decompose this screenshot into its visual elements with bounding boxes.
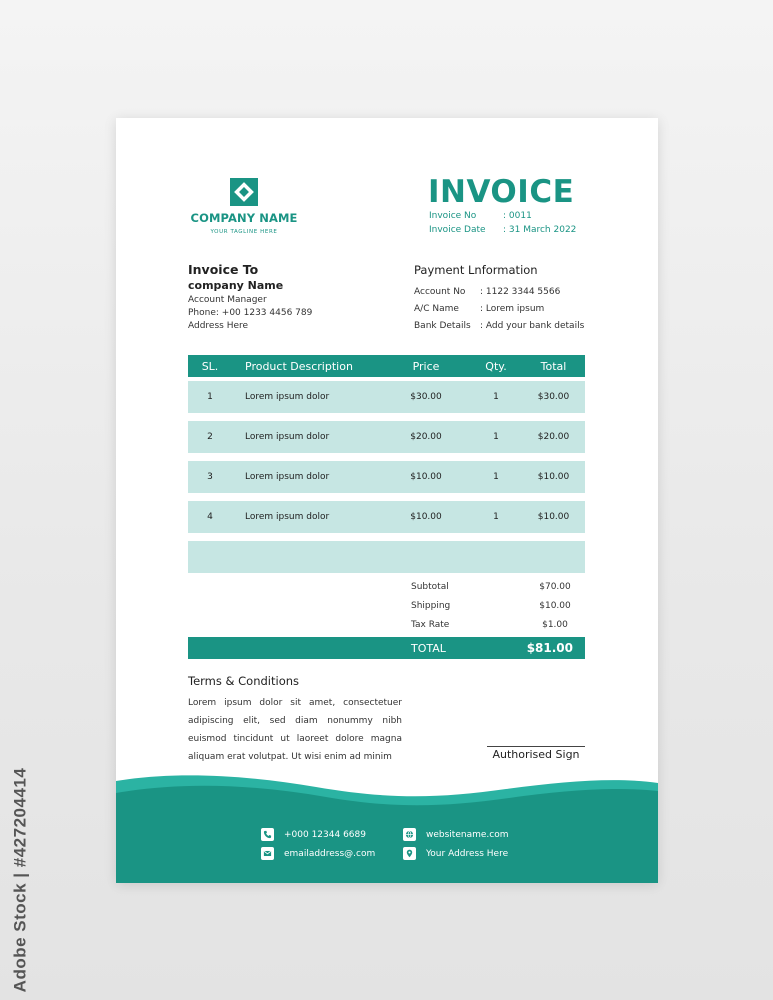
tax-value: $1.00	[542, 619, 568, 630]
total-value: $81.00	[526, 641, 573, 655]
stock-id-text: Adobe Stock | #427204414	[10, 767, 29, 993]
payment-row	[414, 283, 584, 300]
totals-section	[411, 577, 586, 634]
invoice-number-label: Invoice No	[429, 211, 477, 221]
footer-phone	[261, 828, 366, 841]
table-row-empty	[188, 541, 585, 573]
footer-wave	[116, 773, 658, 883]
tax-label: Tax Rate	[411, 619, 450, 630]
globe-icon	[403, 828, 416, 841]
invoice-number-value: : 0011	[503, 211, 532, 221]
signature-block	[487, 746, 585, 761]
cell-qty: 1	[493, 512, 499, 522]
cell-qty: 1	[493, 392, 499, 402]
tax-row	[411, 615, 586, 634]
diamond-logo-icon	[230, 178, 258, 206]
payment-value: : Lorem ipsum	[480, 303, 545, 314]
invoice-date-label: Invoice Date	[429, 225, 486, 235]
footer-address-text: Your Address Here	[426, 848, 509, 859]
total-bar	[188, 637, 585, 659]
cell-description: Lorem ipsum dolor	[245, 392, 330, 402]
cell-description: Lorem ipsum dolor	[245, 472, 330, 482]
payment-value: : Add your bank details	[480, 320, 585, 331]
payment-heading: Payment Lnformation	[414, 263, 538, 277]
invoice-number-row	[429, 209, 576, 223]
phone-icon	[261, 828, 274, 841]
payment-label: Bank Details	[414, 320, 471, 331]
payment-info-section	[414, 263, 584, 334]
payment-row	[414, 317, 584, 334]
signature-label: Authorised Sign	[492, 748, 580, 761]
header-price: Price	[412, 359, 440, 373]
location-pin-icon	[403, 847, 416, 860]
invoice-meta	[429, 209, 576, 237]
subtotal-label: Subtotal	[411, 581, 449, 592]
bill-to-section	[188, 262, 312, 331]
cell-sl: 4	[207, 512, 213, 522]
subtotal-value: $70.00	[539, 581, 571, 592]
terms-body: Lorem ipsum dolor sit amet, consectetuer adipiscing elit, sed diam nonummy nibh euismod tincidunt ut laoreet dolore magna aliquam erat volutpat. Ut wisi enim ad minim	[188, 698, 402, 762]
terms-heading: Terms & Conditions	[188, 674, 300, 688]
cell-sl: 3	[207, 472, 213, 482]
payment-row	[414, 300, 584, 317]
header-total: Total	[540, 359, 567, 373]
cell-qty: 1	[493, 432, 499, 442]
invoice-date-value: : 31 March 2022	[503, 225, 577, 235]
shipping-value: $10.00	[539, 600, 571, 611]
footer-email-text: emailaddress@.com	[284, 848, 376, 859]
cell-price: $10.00	[410, 472, 442, 482]
cell-price: $30.00	[410, 392, 442, 402]
table-row	[188, 421, 585, 453]
bill-to-role: Account Manager	[188, 295, 267, 305]
bill-to-company: company Name	[188, 279, 284, 292]
cell-qty: 1	[493, 472, 499, 482]
header-sl: SL.	[201, 359, 219, 373]
terms-section	[188, 674, 402, 766]
items-table	[188, 355, 585, 573]
invoice-date-row	[429, 223, 576, 237]
cell-price: $10.00	[410, 512, 442, 522]
cell-total: $10.00	[537, 512, 570, 522]
cell-sl: 1	[207, 392, 213, 402]
company-tagline: YOUR TAGLINE HERE	[210, 229, 278, 235]
table-row	[188, 501, 585, 533]
payment-label: A/C Name	[414, 303, 459, 314]
invoice-page	[116, 118, 658, 883]
total-label: TOTAL	[411, 641, 446, 655]
table-row	[188, 461, 585, 493]
footer-address	[403, 847, 508, 860]
header-qty: Qty.	[485, 359, 507, 373]
cell-description: Lorem ipsum dolor	[245, 512, 330, 522]
footer-email	[261, 847, 375, 860]
cell-price: $20.00	[410, 432, 442, 442]
signature-line	[487, 746, 585, 747]
shipping-row	[411, 596, 586, 615]
email-icon	[261, 847, 274, 860]
bill-to-address: Address Here	[188, 321, 249, 331]
header-description: Product Description	[245, 359, 353, 373]
cell-description: Lorem ipsum dolor	[245, 432, 330, 442]
shipping-label: Shipping	[411, 600, 451, 611]
cell-total: $10.00	[537, 472, 570, 482]
payment-value: : 1122 3344 5566	[480, 286, 561, 297]
payment-label: Account No	[414, 286, 466, 297]
invoice-title: INVOICE	[428, 174, 575, 210]
company-name: COMPANY NAME	[190, 211, 298, 225]
subtotal-row	[411, 577, 586, 596]
footer-website-text: websitename.com	[426, 829, 509, 840]
cell-total: $30.00	[537, 392, 570, 402]
footer-website	[403, 828, 508, 841]
company-logo	[188, 178, 300, 235]
bill-to-phone: Phone: +00 1233 4456 789	[188, 308, 313, 318]
table-header	[188, 355, 585, 377]
stock-id-watermark	[8, 765, 32, 995]
cell-total: $20.00	[537, 432, 570, 442]
table-row	[188, 381, 585, 413]
cell-sl: 2	[207, 432, 213, 442]
bill-to-heading: Invoice To	[188, 262, 259, 277]
footer-phone-text: +000 12344 6689	[284, 829, 366, 840]
